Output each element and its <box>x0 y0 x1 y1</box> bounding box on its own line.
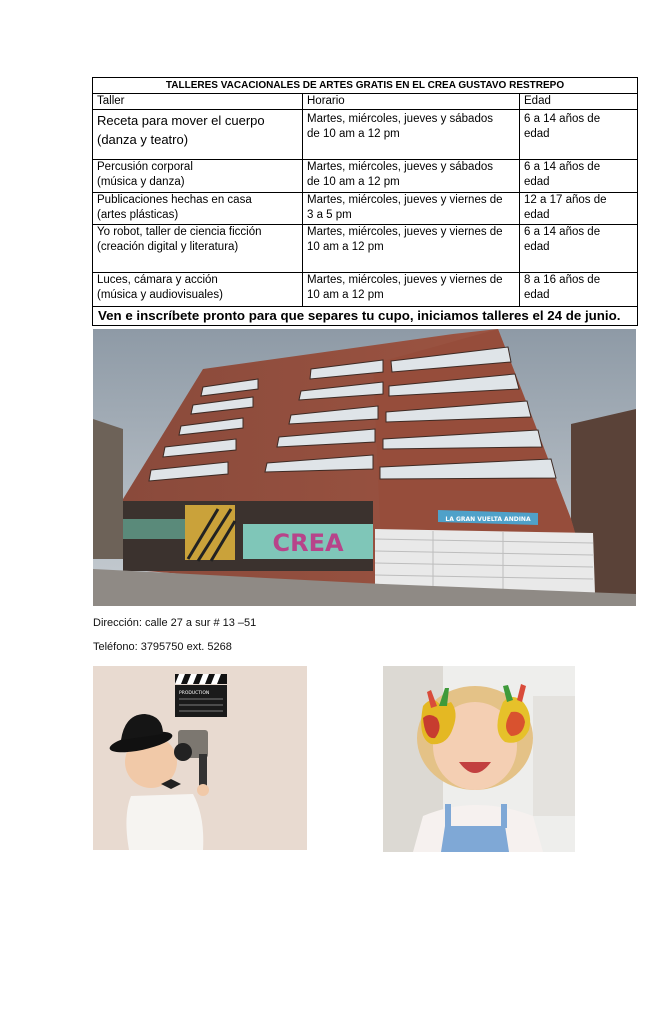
girl-painted-hands-photo <box>383 666 575 852</box>
registration-notice: Ven e inscríbete pronto para que separes tu cupo, iniciamos talleres el 24 de junio. <box>93 307 638 326</box>
crea-graffiti: CREA <box>272 529 344 557</box>
horario-line: Martes, miércoles, jueves y sábados <box>307 113 493 125</box>
horario-cell <box>303 160 520 193</box>
edad-line: edad <box>524 128 550 140</box>
table-row <box>93 160 638 193</box>
taller-name: Luces, cámara y acción <box>97 274 218 286</box>
header-edad: Edad <box>520 94 638 110</box>
taller-category: (creación digital y literatura) <box>97 241 239 253</box>
taller-category: (danza y teatro) <box>97 132 189 147</box>
horario-line: 10 am a 12 pm <box>307 289 384 301</box>
boy-camera-photo <box>93 666 307 850</box>
edad-cell <box>520 160 638 193</box>
phone-text: Teléfono: 3795750 ext. 5268 <box>93 641 232 653</box>
horario-line: Martes, miércoles, jueves y sábados <box>307 161 493 173</box>
header-horario: Horario <box>303 94 520 110</box>
header-row <box>93 94 638 110</box>
taller-cell <box>93 193 303 225</box>
taller-category: (música y danza) <box>97 176 185 188</box>
edad-line: 6 a 14 años de <box>524 226 601 238</box>
horario-line: Martes, miércoles, jueves y viernes de <box>307 194 503 206</box>
edad-cell <box>520 193 638 225</box>
edad-line: edad <box>524 209 550 221</box>
taller-cell <box>93 273 303 307</box>
horario-cell <box>303 193 520 225</box>
horario-line: 3 a 5 pm <box>307 209 352 221</box>
table-row <box>93 193 638 225</box>
table-title: TALLERES VACACIONALES DE ARTES GRATIS EN EL CREA GUSTAVO RESTREPO <box>93 78 638 94</box>
edad-cell <box>520 225 638 273</box>
horario-cell <box>303 110 520 160</box>
taller-category: (artes plásticas) <box>97 209 179 221</box>
taller-name: Yo robot, taller de ciencia ficción <box>97 226 262 238</box>
edad-cell <box>520 273 638 307</box>
horario-line: Martes, miércoles, jueves y viernes de <box>307 226 503 238</box>
building-photo <box>93 329 636 606</box>
header-taller: Taller <box>93 94 303 110</box>
edad-line: edad <box>524 289 550 301</box>
edad-line: edad <box>524 176 550 188</box>
horario-line: de 10 am a 12 pm <box>307 128 400 140</box>
edad-cell <box>520 110 638 160</box>
taller-name: Publicaciones hechas en casa <box>97 194 252 206</box>
edad-line: 8 a 16 años de <box>524 274 601 286</box>
edad-line: 6 a 14 años de <box>524 113 601 125</box>
edad-line: 6 a 14 años de <box>524 161 601 173</box>
edad-line: edad <box>524 241 550 253</box>
taller-name: Percusión corporal <box>97 161 193 173</box>
horario-cell <box>303 225 520 273</box>
address-text: Dirección: calle 27 a sur # 13 –51 <box>93 617 257 629</box>
horario-line: de 10 am a 12 pm <box>307 176 400 188</box>
table-row <box>93 225 638 273</box>
taller-category: (música y audiovisuales) <box>97 289 223 301</box>
table-row <box>93 110 638 160</box>
taller-cell <box>93 110 303 160</box>
horario-line: 10 am a 12 pm <box>307 241 384 253</box>
shop-sign: LA GRAN VUELTA ANDINA <box>445 516 531 523</box>
taller-cell <box>93 225 303 273</box>
workshops-table <box>92 77 638 326</box>
table-row <box>93 273 638 307</box>
edad-line: 12 a 17 años de <box>524 194 607 206</box>
horario-line: Martes, miércoles, jueves y viernes de <box>307 274 503 286</box>
taller-cell <box>93 160 303 193</box>
clapperboard-icon <box>175 674 227 717</box>
taller-name: Receta para mover el cuerpo <box>97 113 265 128</box>
clapper-text: PRODUCTION <box>179 691 210 696</box>
horario-cell <box>303 273 520 307</box>
